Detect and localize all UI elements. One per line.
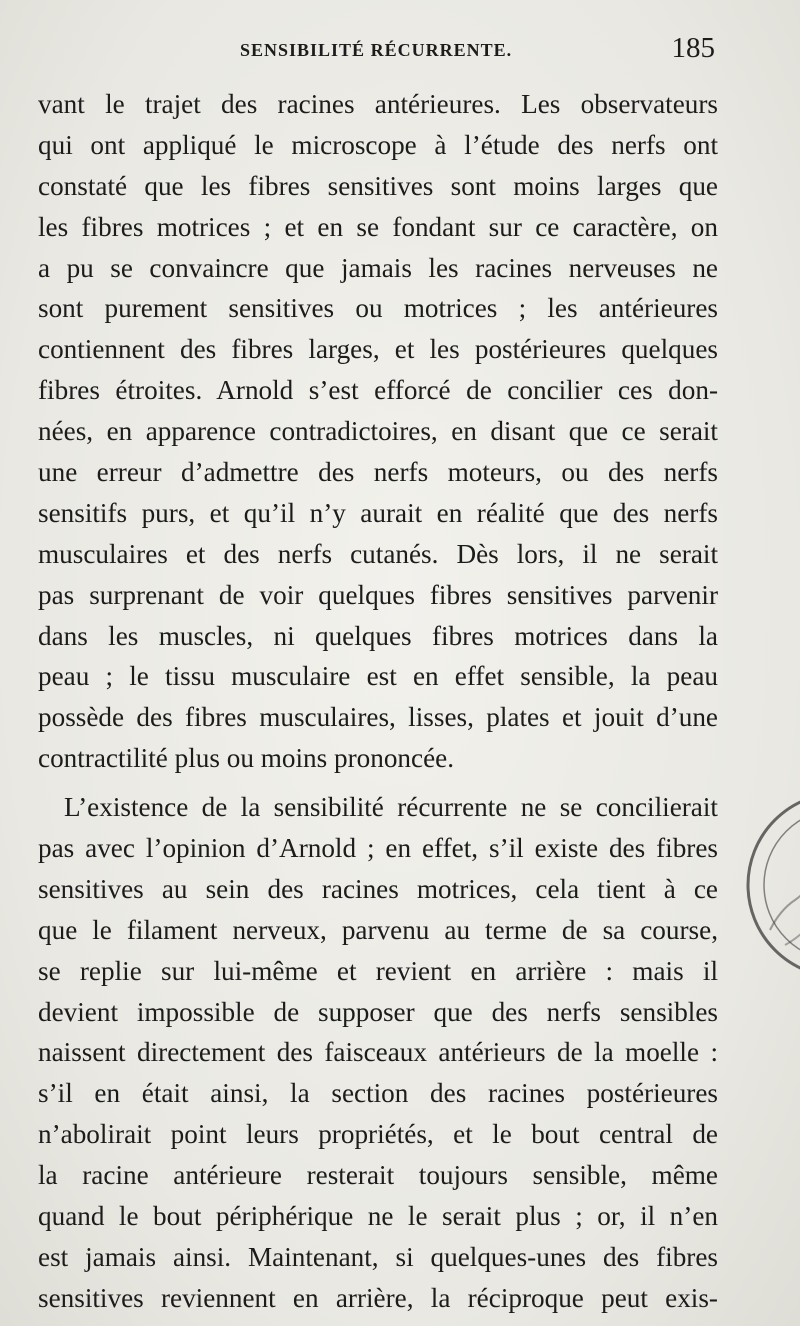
text-line: sont purement sensitives ou motrices ; les antérieures bbox=[38, 293, 718, 324]
text-line: vant le trajet des racines antérieures. Les observateurs bbox=[38, 89, 718, 119]
text-line: a pu se convaincre que jamais les racines nerveuses ne bbox=[38, 252, 718, 283]
text-line: quand le bout périphérique ne le serait plus ; or, il n’en bbox=[38, 1201, 718, 1232]
text-line: la racine antérieure resterait toujours sensible, même bbox=[38, 1160, 718, 1191]
text-line: sensitives reviennent en arrière, la réciproque peut exis- bbox=[38, 1282, 718, 1313]
text-line: possède des fibres musculaires, lisses, plates et jouit d’une bbox=[38, 702, 718, 733]
text-line: musculaires et des nerfs cutanés. Dès lors, il ne serait bbox=[38, 538, 718, 569]
text-line: L’existence de la sensibilité récurrente ne se concilierait bbox=[64, 792, 718, 823]
text-line: est jamais ainsi. Maintenant, si quelques-unes des fibres bbox=[38, 1241, 718, 1272]
text-line: peau ; le tissu musculaire est en effet sensible, la peau bbox=[38, 661, 718, 692]
text-line: se replie sur lui-même et revient en arrière : mais il bbox=[38, 955, 718, 986]
text-line: pas avec l’opinion d’Arnold ; en effet, s’il existe des fibres bbox=[38, 833, 718, 864]
paragraph-gap bbox=[38, 779, 718, 787]
page-number: 185 bbox=[671, 32, 715, 64]
paragraph-1 bbox=[38, 84, 718, 779]
text-line: qui ont appliqué le microscope à l’étude des nerfs ont bbox=[38, 129, 718, 160]
text-line: une erreur d’admettre des nerfs moteurs, ou des nerfs bbox=[38, 457, 718, 488]
text-line: s’il en était ainsi, la section des racines postérieures bbox=[38, 1078, 718, 1109]
text-line: contiennent des fibres larges, et les postérieures quelques bbox=[38, 334, 718, 365]
text-line: contractilité plus ou moins prononcée. bbox=[38, 743, 455, 774]
text-line: n’abolirait point leurs propriétés, et le bout central de bbox=[38, 1119, 718, 1150]
text-line: naissent directement des faisceaux antérieurs de la moelle : bbox=[38, 1037, 718, 1068]
text-line: nées, en apparence contradictoires, en disant que ce serait bbox=[38, 416, 718, 447]
text-line: sensitifs purs, et qu’il n’y aurait en réalité que des nerfs bbox=[38, 497, 718, 528]
text-line: sensitives au sein des racines motrices, cela tient à ce bbox=[38, 873, 718, 904]
library-stamp-icon bbox=[740, 780, 800, 990]
text-line: fibres étroites. Arnold s’est efforcé de concilier ces don- bbox=[38, 375, 718, 406]
text-line: pas surprenant de voir quelques fibres sensitives parvenir bbox=[38, 579, 718, 610]
text-line: constaté que les fibres sensitives sont moins larges que bbox=[38, 170, 718, 201]
body-text bbox=[38, 84, 718, 1319]
page-header bbox=[40, 32, 715, 72]
running-title: SENSIBILITÉ RÉCURRENTE. bbox=[240, 40, 513, 60]
text-line: dans les muscles, ni quelques fibres motrices dans la bbox=[38, 620, 718, 651]
text-line: devient impossible de supposer que des nerfs sensibles bbox=[38, 996, 718, 1027]
paragraph-2 bbox=[38, 787, 718, 1319]
text-line: que le filament nerveux, parvenu au terme de sa course, bbox=[38, 914, 718, 945]
text-line: les fibres motrices ; et en se fondant sur ce caractère, on bbox=[38, 211, 718, 242]
